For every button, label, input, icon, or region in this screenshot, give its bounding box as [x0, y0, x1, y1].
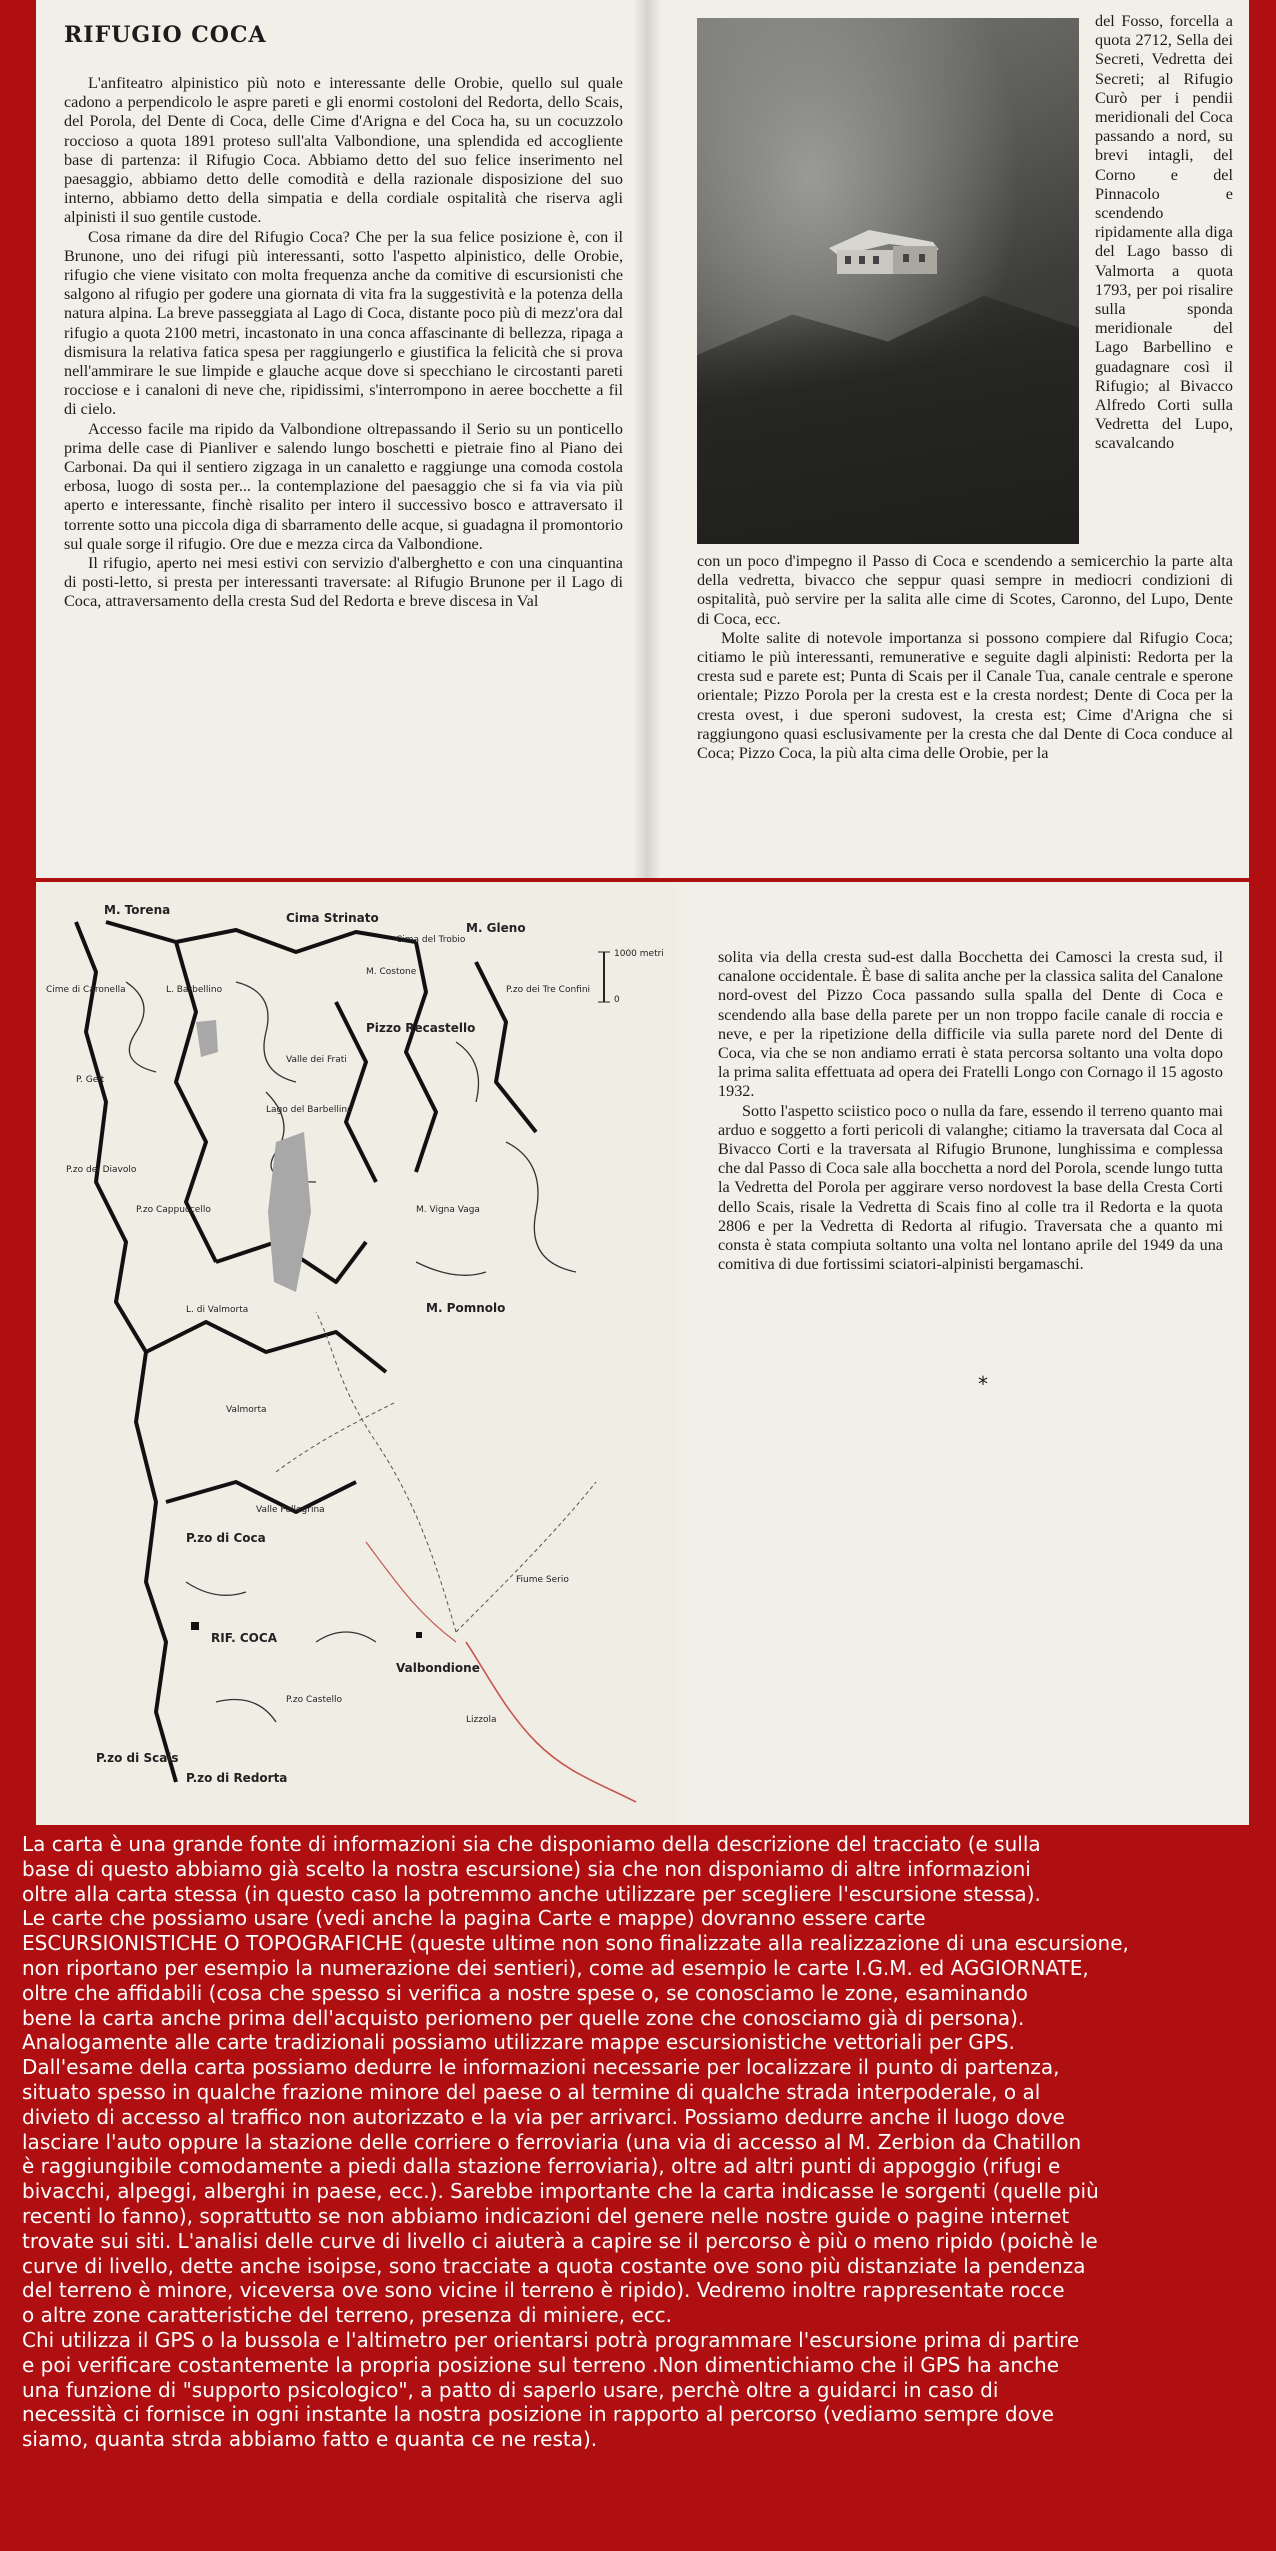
- text-line: recenti lo fanno), soprattutto se non abbiamo indicazioni del genere nelle nostre guide o pagine internet: [22, 2203, 1070, 2228]
- gutter-shadow: [633, 0, 647, 878]
- map-label: P.zo Cappuccello: [136, 1205, 211, 1215]
- paragraph: Accesso facile ma ripido da Valbondione oltrepassando il Serio su un ponticello prima delle case di Pianliver e salendo lungo boschetti e pietraie fino al Piano dei Carbonai. Da qui il sentiero zigzaga in un canaletto e raggiunge una comoda costola erbosa, luogo di sosta per... la contemplazione del paesaggio che si fa via via più aperto e interessante, finchè risalito per intero il successivo bosco e attraversato il torrente sotto una piccola diga di sbarramento delle acque, si guadagna il promontorio sul quale sorge il rifugio. Ore due e mezza circa da Valbondione.: [64, 419, 623, 553]
- explanation-text: [22, 1832, 1258, 2452]
- map-label: P.zo di Redorta: [186, 1771, 288, 1785]
- hut-drawing: [829, 226, 939, 278]
- body-text: [697, 552, 1233, 763]
- text-line: Dall'esame della carta possiamo dedurre le informazioni necessarie per localizzare il punto di partenza,: [22, 2055, 1060, 2080]
- map-label: Cime di Caronella: [46, 985, 126, 995]
- paragraph: L'anfiteatro alpinistico più noto e interessante delle Orobie, quello sul quale cadono a perpendicolo le aspre pareti e gli enormi costoloni del Redorta, dello Scais, del Porola, del Dente di Coca, delle Cime d'Arigna e del Coca ha, su un cocuzzolo roccioso a quota 1891 proteso sull'alta Valbondione, una splendida ed accogliente base di partenza: il Rifugio Coca. Abbiamo detto del suo felice inserimento nel paesaggio, abbiamo detto delle comodità e della razionale disposizione del suo interno, abbiamo detto della simpatia e della cordiale ospitalità che riserva agli alpinisti il suo gentile custode.: [64, 74, 623, 227]
- map-label: Valle dei Frati: [286, 1055, 347, 1065]
- text-line: bivacchi, alpeggi, alberghi in paese, ecc.). Sarebbe importante che la carta indicasse le sorgenti (quelle più: [22, 2179, 1099, 2204]
- text-line: o altre zone caratteristiche del terreno, presenza di miniere, ecc.: [22, 2303, 672, 2328]
- map-label: P.zo di Scais: [96, 1751, 179, 1765]
- body-text: [718, 948, 1223, 1274]
- map-label: P.zo di Coca: [186, 1531, 266, 1545]
- body-text: [64, 74, 623, 612]
- paragraph: con un poco d'impegno il Passo di Coca e scendendo a semicerchio la parte alta della vedretta, bivacco che seppur quasi sempre in mediocri condizioni di ospitalità, può servire per la salita alle cime di Scotes, Caronno, del Lupo, Dente di Coca, ecc.: [697, 552, 1233, 628]
- text-line: del terreno è minore, viceversa ove sono vicine il terreno è ripido). Vedremo inoltre rappresentate rocce: [22, 2278, 1065, 2303]
- map-label: RIF. COCA: [211, 1631, 277, 1645]
- map-label: Cima Strinato: [286, 911, 379, 925]
- map-label: Pizzo Recastello: [366, 1021, 476, 1035]
- map-label: Lago del Barbellino: [266, 1105, 353, 1115]
- paragraph: Molte salite di notevole importanza si possono compiere dal Rifugio Coca; citiamo le più interessanti, remunerative e seguite dagli alpinisti: Redorta per la cresta sud e parete est; Punta di Scais per il Canale Tua, canale centrale e sperone orientale; Pizzo Porola per la cresta est e la cresta nordest; Dente di Coca per la cresta ovest, i due speroni sudovest, la cresta est; Cime d'Arigna che si raggiungono quasi esclusivamente per la cresta che dal Dente di Coca conduce al Coca; Pizzo Coca, la più alta cima delle Orobie, per la: [697, 628, 1233, 763]
- map-label: M. Pomnolo: [426, 1301, 506, 1315]
- map-label: Fiume Serio: [516, 1575, 569, 1585]
- map-page: [36, 882, 678, 1825]
- text-line: trovate sui siti. L'analisi delle curve di livello ci aiuterà a capire se il percorso è più o meno ripido (poichè le: [22, 2228, 1098, 2253]
- text-line: siamo, quanta strda abbiamo fatto e quanta ce ne resta).: [22, 2427, 598, 2452]
- text-line: divieto di accesso al traffico non autorizzato e la via per arrivarci. Possiamo dedurre anche il luogo dove: [22, 2104, 1065, 2129]
- text-line: Chi utilizza il GPS o la bussola e l'altimetro per orientarsi potrà programmare l'escursione prima di partire: [22, 2327, 1080, 2352]
- paragraph: solita via della cresta sud-est dalla Bocchetta dei Camosci la cresta sud, il canalone occidentale. È base di salita anche per la classica salita del Canalone nord-ovest del Pizzo Coca passando sulla spalla del Dente di Coca e scendendo alla base della parete per un non troppo facile canale di roccia e neve, e per la ripetizione della difficile via sulla parete nord del Dente di Coca, via che se non andiamo errati è stata percorsa soltanto una volta dopo la prima salita effettuata ad opera dei Fratelli Longo con Cornago il 15 agosto 1932.: [718, 948, 1223, 1101]
- scale-zero-label: 0: [614, 995, 620, 1005]
- text-line: una funzione di "supporto psicologico", a patto di saperlo usare, perchè oltre a guidarci in caso di: [22, 2377, 999, 2402]
- text-line: Analogamente alle carte tradizionali possiamo utilizzare mappe escursionistiche vettoriali per GPS.: [22, 2030, 1015, 2055]
- map-label: Valmorta: [226, 1405, 267, 1415]
- map-label: M. Vigna Vaga: [416, 1205, 480, 1215]
- mountain-slope: [697, 274, 1079, 544]
- text-line: e poi verificare costantemente la propria posizione sul terreno .Non dimentichiamo che il GPS ha anche: [22, 2352, 1060, 2377]
- paragraph: Cosa rimane da dire del Rifugio Coca? Che per la sua felice posizione è, con il Brunone, uno dei rifugi più interessanti, sotto l'aspetto alpinistico, delle Orobie, rifugio che viene visitato con molta frequenza anche da comitive di escursionisti che salgono al rifugio per godere una giornata di vita fra la suggestività e la potenza della natura alpina. La breve passeggiata al Lago di Coca, distante poco più di mezz'ora dal rifugio a quota 2100 metri, incastonato in una conca affascinante di bellezza, ripaga a dismisura la relativa fatica spesa per raggiungerlo e giustifica la felicità che si prova nell'ammirare le sue limpide e glauche acque dove si specchiano le circostanti pareti rocciose e i canaloni di neve che, ripidissimi, s'interrompono in aeree bocchette a fil di cielo.: [64, 227, 623, 419]
- text-line: è raggiungibile comodamente a piedi dalla stazione ferroviaria), oltre ad altri punti di appoggio (rifugi e: [22, 2154, 1061, 2179]
- text-line: La carta è una grande fonte di informazioni sia che disponiamo della descrizione del tracciato (e sulla: [22, 1832, 1041, 1856]
- topographic-map: [36, 882, 678, 1825]
- map-label: Valbondione: [396, 1661, 480, 1675]
- gutter-shadow: [647, 0, 661, 878]
- book-page-left: [36, 0, 647, 878]
- map-label: M. Gleno: [466, 921, 526, 935]
- refuge-photo: [697, 18, 1079, 544]
- book-page-right-lower: [678, 882, 1249, 1825]
- text-line: bene la carta anche prima dell'acquisto periomeno per quelle zone che conosciamo già di persona).: [22, 2005, 1025, 2030]
- scale-km-label: 1000 metri: [614, 949, 664, 959]
- text-line: oltre che affidabili (cosa che spesso si verifica a nostre spese o, se conosciamo le zone, esaminando: [22, 1980, 1028, 2005]
- paragraph: Sotto l'aspetto sciistico poco o nulla da fare, essendo il terreno quanto mai arduo e soggetto a forti pericoli di valanghe; citiamo la traversata dal Coca al Bivacco Corti e la traversata al Rifugio Brunone, lunghissima e complessa che dal Passo di Coca sale alla bocchetta a nord del Porola, scende lungo tutta la Vedretta del Porola per aggirare verso nordovest la base della Cresta Corti dello Scais, risale la Vedretta di Scais fino al colle tra il Redorta e la quota 2806 e per la Vedretta di Redorta al rifugio. Traversata che a quanto mi consta è stata compiuta soltanto una volta nel lontano aprile del 1949 da una comitiva di due fortissimi sciatori-alpinisti bergamaschi.: [718, 1101, 1223, 1274]
- text-line: curve di livello, dette anche isoipse, sono tracciate a quota costante ove sono più distanziate la pendenza: [22, 2253, 1086, 2278]
- map-label: Valle Pellegrina: [256, 1505, 325, 1515]
- map-label: P.zo dei Tre Confini: [506, 985, 591, 995]
- town-marker: [416, 1632, 422, 1638]
- refuge-marker: [191, 1622, 199, 1630]
- paragraph: del Fosso, forcella a quota 2712, Sella dei Secreti, Vedretta dei Secreti; al Rifugio Curò per i pendii meridionali del Coca passando a nord, su brevi intagli, del Corno e del Pinnacolo e scendendo ripidamente alla diga del Lago basso di Valmorta a quota 1793, per poi risalire sulla sponda meridionale del Lago Barbellino e guadagnare così il Rifugio; al Bivacco Alfredo Corti sulla Vedretta del Lupo, scavalcando: [1095, 12, 1233, 453]
- book-page-right: [647, 0, 1249, 878]
- map-label: Cima del Trobio: [396, 935, 466, 945]
- map-label: P.zo del Diavolo: [66, 1165, 137, 1175]
- section-star: *: [978, 1372, 988, 1396]
- map-label: L. di Valmorta: [186, 1305, 249, 1315]
- text-line: ESCURSIONISTICHE O TOPOGRAFICHE (queste ultime non sono finalizzate alla realizzazione di una escursione,: [22, 1931, 1129, 1956]
- text-line: Le carte che possiamo usare (vedi anche la pagina Carte e mappe) dovranno essere carte: [22, 1906, 926, 1931]
- map-label: Lizzola: [466, 1715, 497, 1725]
- text-line: lasciare l'auto oppure la stazione delle corriere o ferroviaria (una via di accesso al M. Zerbion da Chatillon: [22, 2129, 1082, 2154]
- text-line: non riportano per esempio la numerazione dei sentieri), come ad esempio le carte I.G.M. ed AGGIORNATE,: [22, 1955, 1089, 1980]
- paragraph: Il rifugio, aperto nei mesi estivi con servizio d'alberghetto e con una cinquantina di posti-letto, si presta per interessanti traversate: al Rifugio Brunone per il Lago di Coca, attraversamento della cresta Sud del Redorta e breve discesa in Val: [64, 554, 623, 611]
- text-line: oltre alla carta stessa (in questo caso la potremmo anche utilizzare per scegliere l'escursione stessa).: [22, 1881, 1041, 1906]
- page-title: RIFUGIO COCA: [64, 22, 267, 48]
- side-column-text: [1095, 12, 1233, 454]
- text-line: situato spesso in qualche frazione minore del paese o al termine di qualche strada interpoderale, o al: [22, 2079, 1041, 2104]
- map-label: P.zo Castello: [286, 1695, 343, 1705]
- text-line: base di questo abbiamo già scelto la nostra escursione) sia che non disponiamo di altre informazioni: [22, 1856, 1031, 1881]
- text-line: necessità ci fornisce in ogni instante la nostra posizione in rapporto al percorso (vediamo sempre dove: [22, 2402, 1054, 2427]
- map-label: M. Torena: [104, 903, 171, 917]
- map-label: L. Barbellino: [166, 985, 223, 995]
- map-label: M. Costone: [366, 967, 417, 977]
- map-label: P. Gelt: [76, 1075, 105, 1085]
